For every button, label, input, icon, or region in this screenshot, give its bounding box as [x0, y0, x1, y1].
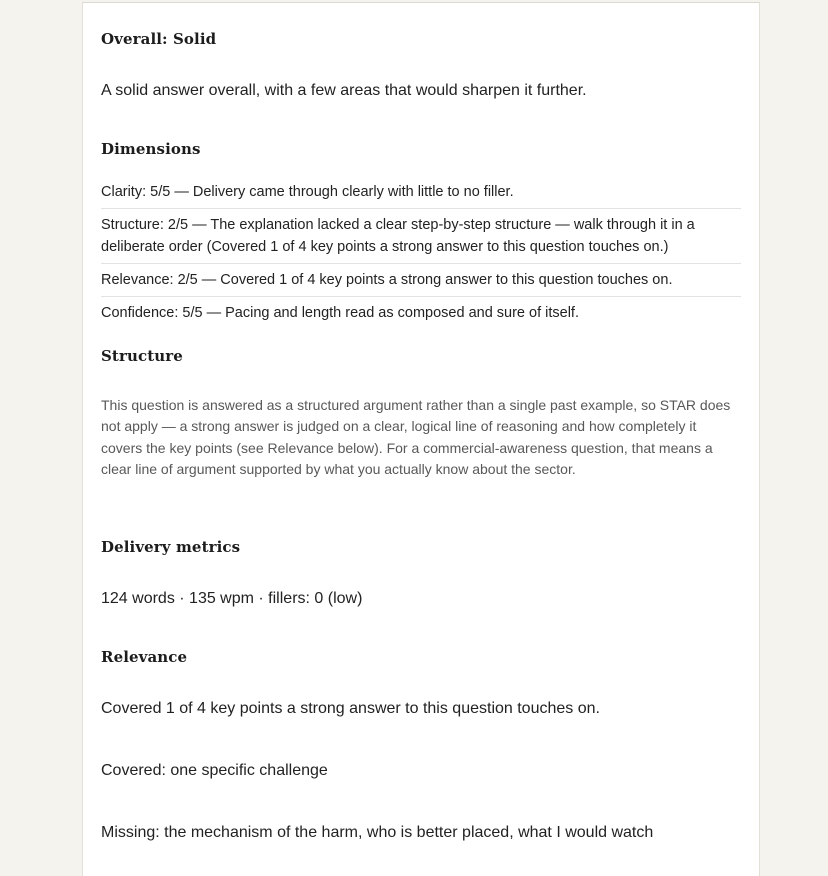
relevance-covered: Covered: one specific challenge [101, 762, 328, 779]
dimension-relevance: Relevance: 2/5 — Covered 1 of 4 key points a strong answer to this question touches on. [101, 264, 741, 297]
report-panel [82, 2, 760, 876]
dimension-clarity: Clarity: 5/5 — Delivery came through clearly with little to no filler. [101, 176, 741, 209]
dimensions-list [101, 176, 741, 329]
overall-summary: A solid answer overall, with a few areas that would sharpen it further. [101, 82, 587, 99]
relevance-missing: Missing: the mechanism of the harm, who is better placed, what I would watch [101, 824, 654, 841]
dimension-confidence: Confidence: 5/5 — Pacing and length read as composed and sure of itself. [101, 305, 579, 321]
relevance-heading: Relevance [101, 648, 188, 666]
structure-heading: Structure [101, 347, 183, 365]
dimensions-heading: Dimensions [101, 140, 201, 158]
dimension-structure: Structure: 2/5 — The explanation lacked a clear step-by-step structure — walk through it in a deliberate order (Covered 1 of 4 key points a strong answer to this question touches on.) [101, 209, 741, 264]
delivery-metrics-heading: Delivery metrics [101, 538, 241, 556]
relevance-summary: Covered 1 of 4 key points a strong answer to this question touches on. [101, 700, 600, 717]
overall-heading: Overall: Solid [101, 30, 217, 48]
structure-body: This question is answered as a structured argument rather than a single past example, so STAR does not apply — a strong answer is judged on a clear, logical line of reasoning and how completely it covers the key points (see Relevance below). For a commercial-awareness question, that means a clear line of argument supported by what you actually know about the sector. [101, 397, 731, 477]
delivery-metrics-summary: 124 words · 135 wpm · fillers: 0 (low) [101, 590, 363, 607]
